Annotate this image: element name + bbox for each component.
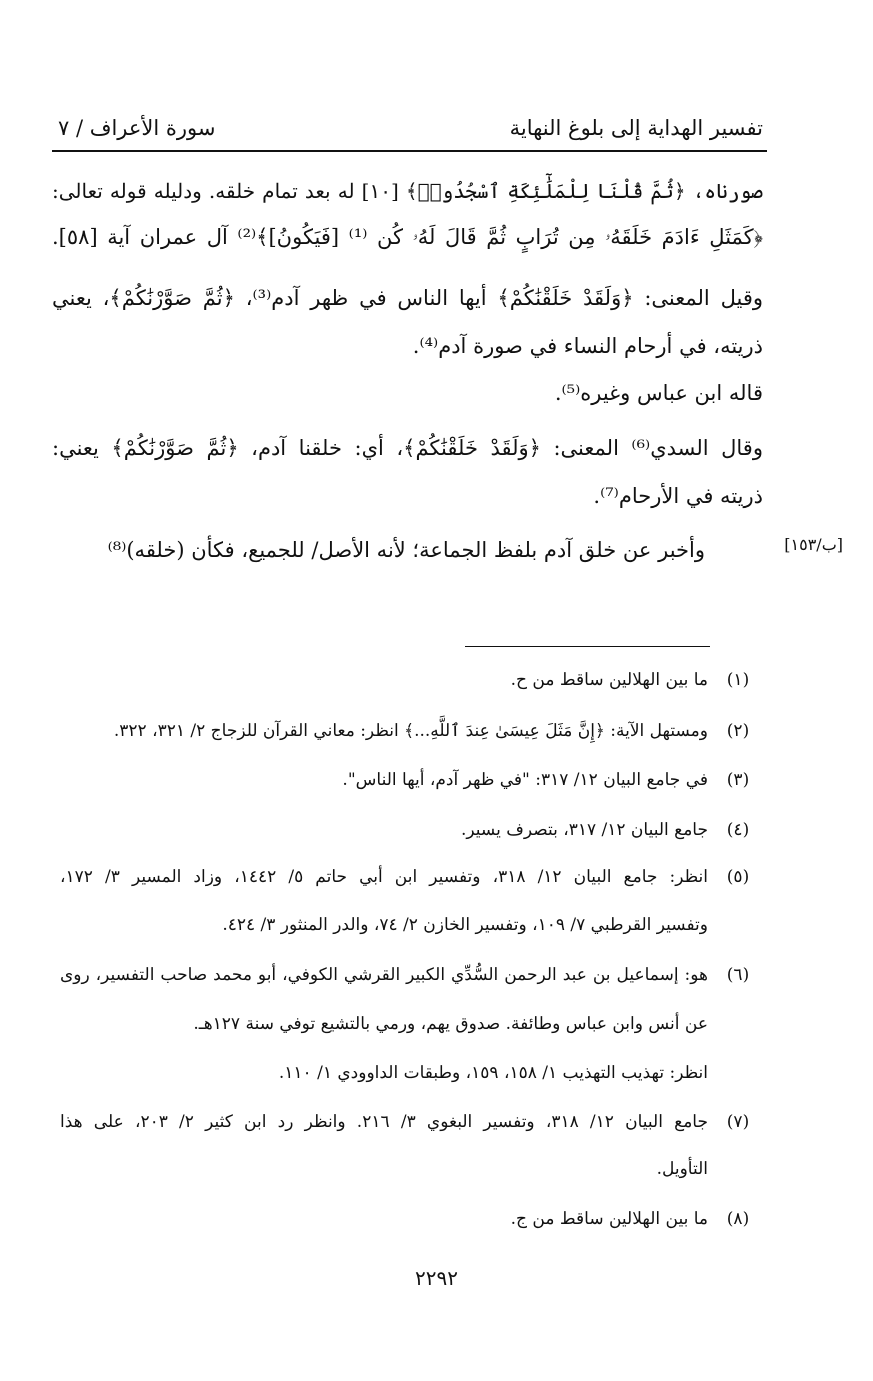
footnote-text: التأويل. (656, 1159, 708, 1179)
header-rule (52, 150, 767, 152)
footnote-text: انظر: تهذيب التهذيب ١/ ١٥٨، ١٥٩، وطبقات الداوودي ١/ ١١٠. (278, 1063, 708, 1083)
footnote-number: (٨) (726, 1209, 750, 1229)
footnote-number: (٤) (726, 820, 750, 840)
footnote-number: (٥) (726, 867, 750, 887)
body-line: صورناه، ﴿ثُمَّ قُلْنَا لِلْمَلَٰٓئِكَةِ ٱسْجُدُوا۟﴾ [١٠] له بعد تمام خلقه. ودليله قوله تعالى: (52, 179, 764, 203)
footnote-text: ما بين الهلالين ساقط من ح. (510, 670, 708, 690)
running-head-surah: سورة الأعراف / ٧ (58, 116, 216, 140)
footnote-text: ما بين الهلالين ساقط من ج. (510, 1209, 708, 1229)
body-line: قاله ابن عباس وغيره⁽⁵⁾. (554, 381, 763, 405)
body-line: وقيل المعنى: ﴿وَلَقَدْ خَلَقْنَٰكُمْ﴾ أيها الناس في ظهر آدم⁽³⁾، ﴿ثُمَّ صَوَّرْنَٰكُمْ﴾، يعني (52, 286, 763, 310)
footnote-text: انظر: جامع البيان ١٢/ ٣١٨، وتفسير ابن أبي حاتم ٥/ ١٤٤٢، وزاد المسير ٣/ ١٧٢، (60, 867, 708, 887)
footnote-number: (٢) (726, 721, 750, 741)
body-line: ذريته في الأرحام⁽⁷⁾. (593, 484, 763, 508)
footnote-number: (٣) (726, 770, 750, 790)
footnote-text: جامع البيان ١٢/ ٣١٧، بتصرف يسير. (460, 820, 708, 840)
footnote-text: وتفسير القرطبي ٧/ ١٠٩، وتفسير الخازن ٢/ ٧٤، والدر المنثور ٣/ ٤٢٤. (222, 915, 708, 935)
footnote-number: (٧) (726, 1112, 750, 1132)
manuscript-folio-reference: [ب/١٥٣] (784, 535, 843, 554)
footnote-text: ومستهل الآية: ﴿إِنَّ مَثَلَ عِيسَىٰ عِندَ ٱللَّهِ...﴾ انظر: معاني القرآن للزجاج ٢/ ٣٢١، ٣٢٢. (113, 721, 708, 741)
footnote-text: في جامع البيان ١٢/ ٣١٧: "في ظهر آدم، أيها الناس". (342, 770, 708, 790)
footnote-number: (٦) (726, 965, 750, 985)
page-number: ٢٢٩٢ (415, 1266, 458, 1290)
footnote-number: (١) (726, 670, 750, 690)
footnote-text: هو: إسماعيل بن عبد الرحمن السُّدِّي الكبير القرشي الكوفي، أبو محمد صاحب التفسير، روى (60, 965, 708, 985)
footnote-text: عن أنس وابن عباس وطائفة. صدوق يهم، ورمي بالتشيع توفي سنة ١٢٧هـ. (193, 1014, 708, 1034)
body-line: وأخبر عن خلق آدم بلفظ الجماعة؛ لأنه الأصل/ للجميع، فكأن (خلقه)⁽⁸⁾ (107, 538, 705, 562)
footnote-text: جامع البيان ١٢/ ٣١٨، وتفسير البغوي ٣/ ٢١٦. وانظر رد ابن كثير ٢/ ٢٠٣، على هذا (60, 1112, 708, 1132)
running-head-book-title: تفسير الهداية إلى بلوغ النهاية (509, 116, 763, 140)
footnote-separator (465, 646, 710, 647)
body-line: وقال السدي⁽⁶⁾ المعنى: ﴿وَلَقَدْ خَلَقْنَٰكُمْ﴾، أي: خلقنا آدم، ﴿ثُمَّ صَوَّرْنَٰكُمْ﴾ يعني: (52, 436, 763, 460)
body-line: ﴿كَمَثَلِ ءَادَمَ خَلَقَهُۥ مِن تُرَابٍ ثُمَّ قَالَ لَهُۥ كُن ⁽¹⁾ [فَيَكُونُ]﴾⁽²⁾ آل عمران آية [٥٨]. (52, 225, 763, 249)
body-line: ذريته، في أرحام النساء في صورة آدم⁽⁴⁾. (412, 334, 763, 358)
